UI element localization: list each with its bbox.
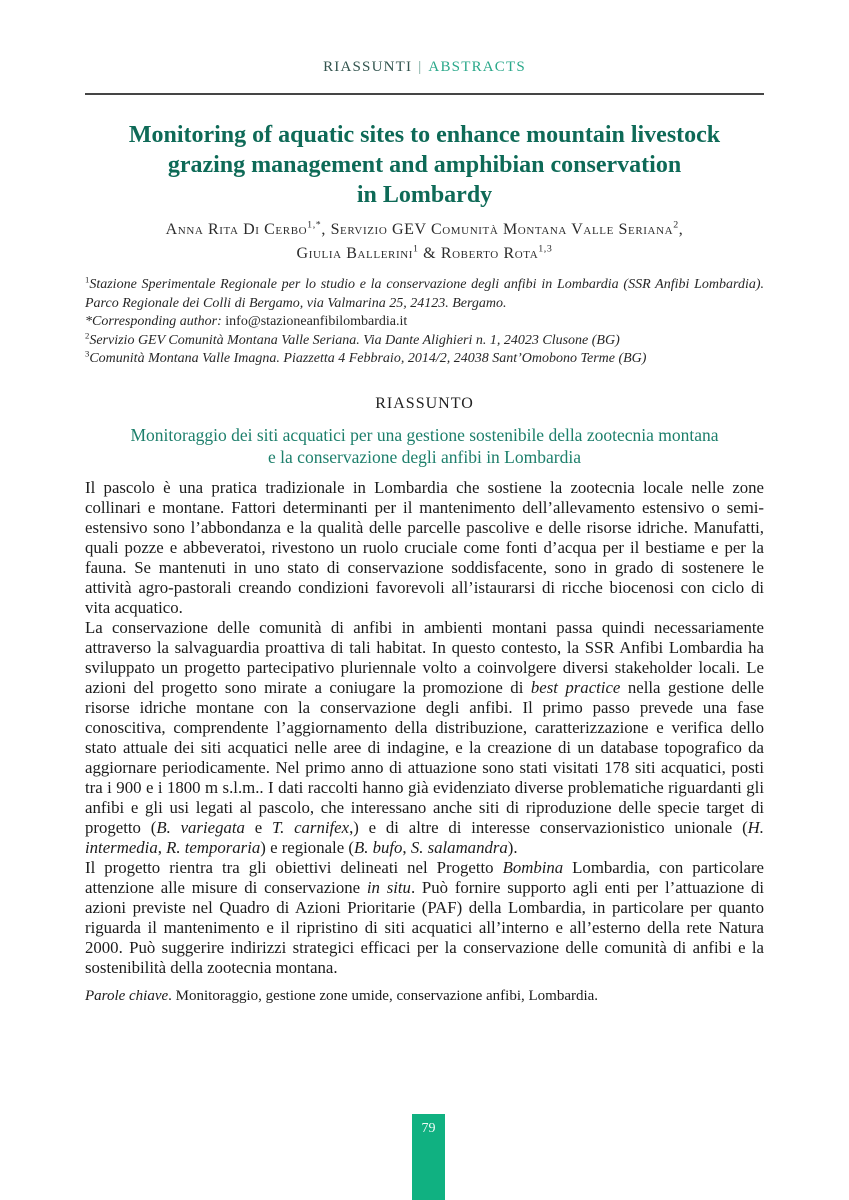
affiliation-3: $^3$Comunità Montana Valle Imagna. Piazzetta 4 Febbraio, 2014/2, 24038 Sant’Omobono Terme (BG) — [85, 348, 647, 366]
article-title — [85, 120, 764, 210]
abstract-subtitle-line: e la conservazione degli anfibi in Lombardia — [268, 446, 581, 467]
running-head — [85, 0, 764, 76]
abstract-subtitle-line: Monitoraggio dei siti acquatici per una gestione sostenibile della zootecnia montana — [130, 424, 719, 445]
affiliation-1: $^1$Stazione Sperimentale Regionale per lo studio e la conservazione degli anfibi in Lombardia (SSR Anfibi Lombardia). Parco Regionale dei Colli di Bergamo, via Valmarina 25, 24123. Bergamo. — [85, 274, 764, 311]
paragraph: Il progetto rientra tra gli obiettivi delineati nel Progetto Bombina Lombardia, con particolare attenzione alle misure di conservazione in situ. Può fornire supporto agli enti per l’attuazione di azioni previste nel Quadro di Azioni Prioritarie (PAF) della Lombardia, in particolare per quanto riguarda il mantenimento e il ripristino di siti acquatici all’interno e all’esterno della rete Natura 2000. Può suggerire indirizzi strategici efficaci per la conservazione delle comunità di anfibi e la sostenibilità della zootecnia montana. — [85, 857, 764, 977]
authors-line: Giulia Ballerini$^1$ & Roberto Rota$^{1,3}$ — [296, 243, 553, 262]
authors-line: Anna Rita Di Cerbo$^{1,*}$, Servizio GEV Comunità Montana Valle Seriana$^2$, — [165, 219, 684, 238]
article-title-line: grazing management and amphibian conservation — [167, 152, 682, 178]
abstract-body — [85, 478, 764, 978]
page-number-tab — [412, 1114, 445, 1200]
running-head-separator: | — [418, 59, 423, 75]
running-head-riassunti: RIASSUNTI — [323, 59, 413, 75]
header-rule — [85, 93, 764, 95]
article-title-line: Monitoring of aquatic sites to enhance mountain livestock — [128, 122, 721, 148]
affiliations — [85, 276, 764, 369]
page-number: 79 — [421, 1121, 436, 1136]
paragraph: Il pascolo è una pratica tradizionale in Lombardia che sostiene la zootecnia locale nelle zone collinari e montane. Fattori determinanti per il mantenimento dell’allevamento estensivo o semi-estensivo sono l’abbondanza e la qualità delle parcelle pascolive e delle risorse idriche. Manufatti, quali pozze e abbeveratoi, rivestono un ruolo cruciale come fonti d’acqua per il bestiame e per la fauna. Se mantenuti in uno stato di conservazione soddisfacente, sono in grado di sostenere le attività agro-pastorali creando condizioni favorevoli all’istaurarsi di ricche biocenosi con ciclo di vita acquatico. — [85, 477, 764, 617]
paragraph: La conservazione delle comunità di anfibi in ambienti montani passa quindi necessariamente attraverso la salvaguardia proattiva di tali habitat. In questo contesto, la SSR Anfibi Lombardia ha sviluppato un progetto partecipativo pluriennale volto a coinvolgere diversi stakeholder locali. Le azioni del progetto sono mirate a coniugare la promozione di best practice nella gestione delle risorse idriche montane con la conservazione degli anfibi. Il primo passo prevede una fase conoscitiva, comprendente l’aggiornamento della distribuzione, caratterizzazione e verifica dello stato attuale dei siti acquatici nelle aree di indagine, e la creazione di un database topografico da aggiornare periodicamente. Nel primo anno di attuazione sono stati visitati 178 siti acquatici, posti tra i 900 e i 1800 m s.l.m.. I dati raccolti hanno già evidenziato diverse problematiche riguardanti gli anfibi e gli usi legati al pascolo, che interessano anche siti di riproduzione delle specie target di progetto (B. variegata e T. carnifex,) e di altre di interesse conservazionistico unionale (H. intermedia, R. temporaria) e regionale (B. bufo, S. salamandra). — [85, 617, 765, 857]
abstract-subtitle — [85, 424, 764, 468]
abstract-heading: RIASSUNTO — [375, 394, 474, 412]
running-head-abstracts: ABSTRACTS — [428, 59, 526, 75]
corresponding-author: *Corresponding author: info@stazioneanfibilombardia.it — [85, 314, 408, 329]
affiliation-2: $^2$Servizio GEV Comunità Montana Valle Seriana. Via Dante Alighieri n. 1, 24023 Clusone (BG) — [85, 329, 620, 348]
keywords-line: Parole chiave. Monitoraggio, gestione zone umide, conservazione anfibi, Lombardia. — [85, 987, 599, 1004]
article-title-line: in Lombardy — [356, 182, 493, 208]
authors — [85, 218, 764, 266]
